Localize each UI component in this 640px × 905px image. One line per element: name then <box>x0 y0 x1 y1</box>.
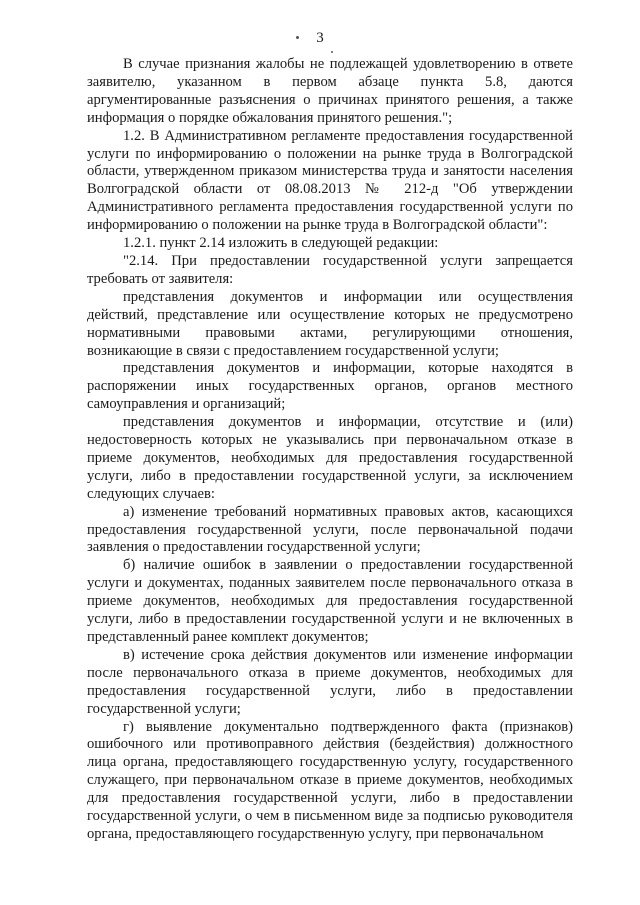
scan-speck <box>331 51 333 53</box>
paragraph-case-g: г) выявление документально подтвержденного факта (признаков) ошибочного или противоправного действия (бездействия) должностного лица органа, предоставляющего государственную услугу, государственного служащего, при первоначальном отказе в приеме документов, необходимых для предоставления государственной услуги, либо в предоставлении государственной услуги, о чем в письменном виде за подписью руководителя органа, предоставляющего государственную услугу, при первоначальном <box>87 718 573 842</box>
paragraph-requirement-1: представления документов и информации или осуществления действий, представление или осуществление которых не предусмотрено нормативными правовыми актами, регулирующими отношения, возникающие в связи с предоставлением государственной услуги; <box>87 288 573 359</box>
paragraph-1-2: 1.2. В Административном регламенте предоставления государственной услуги по информированию о положении на рынке труда в Волгоградской области, утвержденном приказом министерства труда и занятости населения Волгоградской области от 08.08.2013 № 212-д "Об утверждении Административного регламента предоставления государственной услуги по информированию о положении на рынке труда в Волгоградской области": <box>87 127 573 234</box>
paragraph-1-2-1: 1.2.1. пункт 2.14 изложить в следующей редакции: <box>123 235 439 252</box>
paragraph-requirement-2: представления документов и информации, которые находятся в распоряжении иных государственных органов, органов местного самоуправления и организаций; <box>87 360 573 413</box>
document-body <box>87 56 573 844</box>
scan-speck <box>296 36 299 39</box>
paragraph-complaint-rejection: В случае признания жалобы не подлежащей удовлетворению в ответе заявителю, указанном в первом абзаце пункта 5.8, даются аргументированные разъяснения о причинах принятого решения, а также информация о порядке обжалования принятого решения."; <box>87 56 573 126</box>
paragraph-case-a: а) изменение требований нормативных правовых актов, касающихся предоставления государственной услуги, после первоначальной подачи заявления о предоставлении государственной услуги; <box>87 503 573 556</box>
page-number: 3 <box>316 30 324 46</box>
paragraph-case-b: б) наличие ошибок в заявлении о предоставлении государственной услуги и документах, поданных заявителем после первоначального отказа в приеме документов, необходимых для предоставления государственной услуги, либо в предоставлении государственной услуги и не включенных в представленный ранее комплект документов; <box>87 557 573 645</box>
paragraph-requirement-3: представления документов и информации, отсутствие и (или) недостоверность которых не указывались при первоначальном отказе в приеме документов, необходимых для предоставления государственной услуги, либо в предоставлении государственной услуги, за исключением следующих случаев: <box>87 414 573 502</box>
paragraph-case-v: в) истечение срока действия документов или изменение информации после первоначального отказа в приеме документов, необходимых для предоставления государственной услуги, либо в предоставлении государственной услуги; <box>87 646 573 717</box>
paragraph-2-14: "2.14. При предоставлении государственной услуги запрещается требовать от заявителя: <box>87 252 573 287</box>
